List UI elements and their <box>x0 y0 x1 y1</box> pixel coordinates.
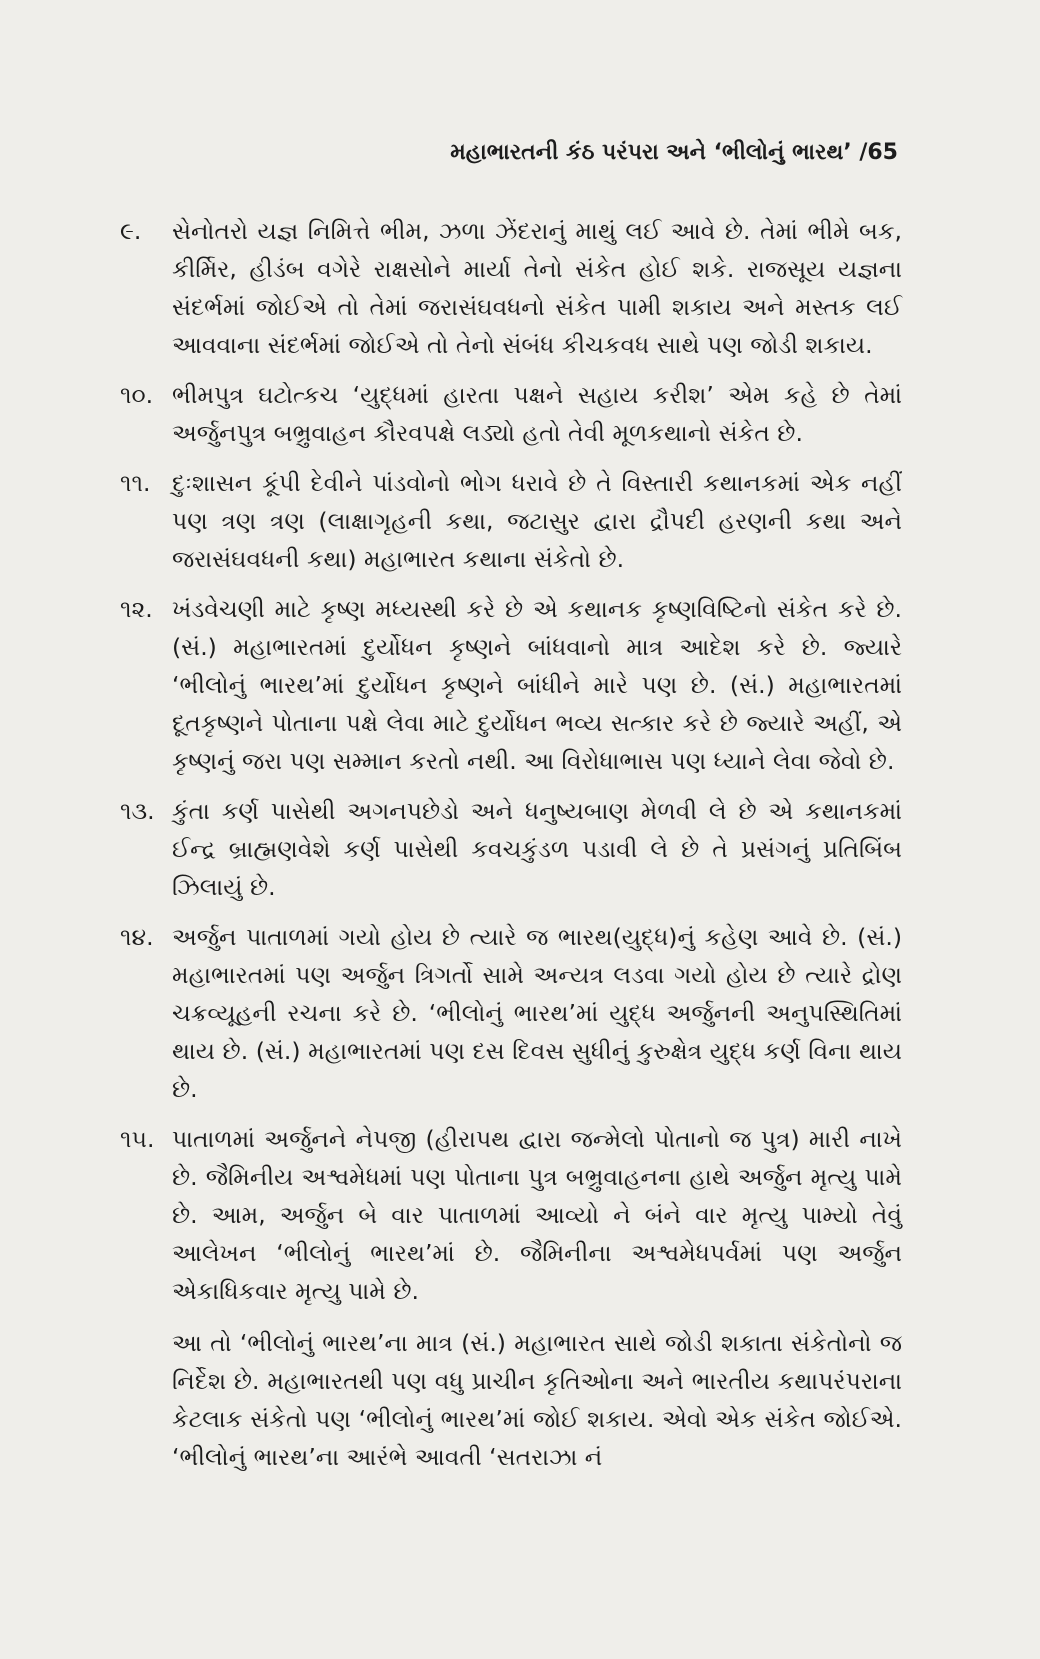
item-text: અર્જુન પાતાળમાં ગયો હોય છે ત્યારે જ ભારથ(યુદ્ધ)નું કહેણ આવે છે. (સં.) મહાભારતમાં પણ અર્જુન ત્રિગર્તો સામે અન્યત્ર લડવા ગયો હોય છે ત્યારે દ્રોણ ચક્રવ્યૂહની રચના કરે છે. ‘ભીલોનું ભારથ’માં યુદ્ધ અર્જુનની અનુપસ્થિતિમાં થાય છે. (સં.) મહાભારતમાં પણ દસ દિવસ સુધીનું કુરુક્ષેત્ર યુદ્ધ કર્ણ વિના થાય છે. <box>172 923 902 1103</box>
list-item <box>120 464 902 578</box>
item-number: ૧૦. <box>120 381 154 409</box>
item-text: સેનોતરો યજ્ઞ નિમિત્તે ભીમ, ઝળા ઝેંદરાનું માથું લઈ આવે છે. તેમાં ભીમે બક, કીર્મિર, હીડંબ વગેરે રાક્ષસોને માર્યા તેનો સંકેત હોઈ શકે. રાજસૂય યજ્ઞના સંદર્ભમાં જોઈએ તો તેમાં જરાસંઘવધનો સંકેત પામી શકાય અને મસ્તક લઈ આવવાના સંદર્ભમાં જોઈએ તો તેનો સંબંધ કીચકવધ સાથે પણ જોડી શકાય. <box>172 217 902 359</box>
item-text: કુંતા કર્ણ પાસેથી અગનપછેડો અને ધનુષ્યબાણ મેળવી લે છે એ કથાનકમાં ઈન્દ્ર બ્રાહ્મણવેશે કર્ણ પાસેથી કવચકુંડળ પડાવી લે છે તે પ્રસંગનું પ્રતિબિંબ ઝિલાયું છે. <box>172 797 902 901</box>
list-item <box>120 590 902 780</box>
item-text: દુઃશાસન કૂંપી દેવીને પાંડવોનો ભોગ ધરાવે છે તે વિસ્તારી કથાનકમાં એક નહીં પણ ત્રણ ત્રણ (લાક્ષાગૃહની કથા, જટાસુર દ્વારા દ્રૌપદી હરણની કથા અને જરાસંઘવધની કથા) મહાભારત કથાના સંકેતો છે. <box>172 469 902 573</box>
page-body <box>120 212 902 1476</box>
item-text: ખંડવેચણી માટે કૃષ્ણ મધ્યસ્થી કરે છે એ કથાનક કૃષ્ણવિષ્ટિનો સંકેત કરે છે. (સં.) મહાભારતમાં દુર્યોધન કૃષ્ણને બાંધવાનો માત્ર આદેશ કરે છે. જ્યારે ‘ભીલોનું ભારથ’માં દુર્યોધન કૃષ્ણને બાંધીને મારે પણ છે. (સં.) મહાભારતમાં દૂતકૃષ્ણને પોતાના પક્ષે લેવા માટે દુર્યોધન ભવ્ય સત્કાર કરે છે જ્યારે અહીં, એ કૃષ્ણનું જરા પણ સમ્માન કરતો નથી. આ વિરોધાભાસ પણ ધ્યાને લેવા જેવો છે. <box>172 595 902 775</box>
item-number: ૧૪. <box>120 923 154 951</box>
item-number: ૧૨. <box>120 595 153 623</box>
item-number: ૯. <box>120 217 142 245</box>
list-item <box>120 1120 902 1310</box>
item-text: પાતાળમાં અર્જુનને નેપજી (હીરાપથ દ્વારા જન્મેલો પોતાનો જ પુત્ર) મારી નાખે છે. જૈમિનીય અશ્વમેધમાં પણ પોતાના પુત્ર બભ્રુવાહનના હાથે અર્જુન મૃત્યુ પામે છે. આમ, અર્જુન બે વાર પાતાળમાં આવ્યો ને બંને વાર મૃત્યુ પામ્યો તેવું આલેખન ‘ભીલોનું ભારથ’માં છે. જૈમિનીના અશ્વમેધપર્વમાં પણ અર્જુન એકાધિકવાર મૃત્યુ પામે છે. <box>172 1125 902 1305</box>
item-number: ૧૩. <box>120 797 155 825</box>
list-item <box>120 918 902 1108</box>
closing-paragraph: આ તો ‘ભીલોનું ભારથ’ના માત્ર (સં.) મહાભારત સાથે જોડી શકાતા સંકેતોનો જ નિર્દેશ છે. મહાભારતથી પણ વધુ પ્રાચીન કૃતિઓના અને ભારતીય કથાપરંપરાના કેટલાક સંકેતો પણ ‘ભીલોનું ભારથ’માં જોઈ શકાય. એવો એક સંકેત જોઈએ. ‘ભીલોનું ભારથ’ના આરંભે આવતી ‘સતરાઝા નં <box>172 1329 902 1471</box>
list-item <box>120 792 902 906</box>
list-item <box>120 212 902 364</box>
item-number: ૧૫. <box>120 1125 155 1153</box>
item-text: ભીમપુત્ર ઘટોત્કચ ‘યુદ્ધમાં હારતા પક્ષને સહાય કરીશ’ એમ કહે છે તેમાં અર્જુનપુત્ર બભ્રુવાહન કૌરવપક્ષે લડ્યો હતો તેવી મૂળકથાનો સંકેત છે. <box>172 381 902 447</box>
running-header: મહાભારતની કંઠ પરંપરા અને ‘ભીલોનું ભારથ’ /65 <box>450 140 898 165</box>
list-item <box>120 376 902 452</box>
item-number: ૧૧. <box>120 469 151 497</box>
